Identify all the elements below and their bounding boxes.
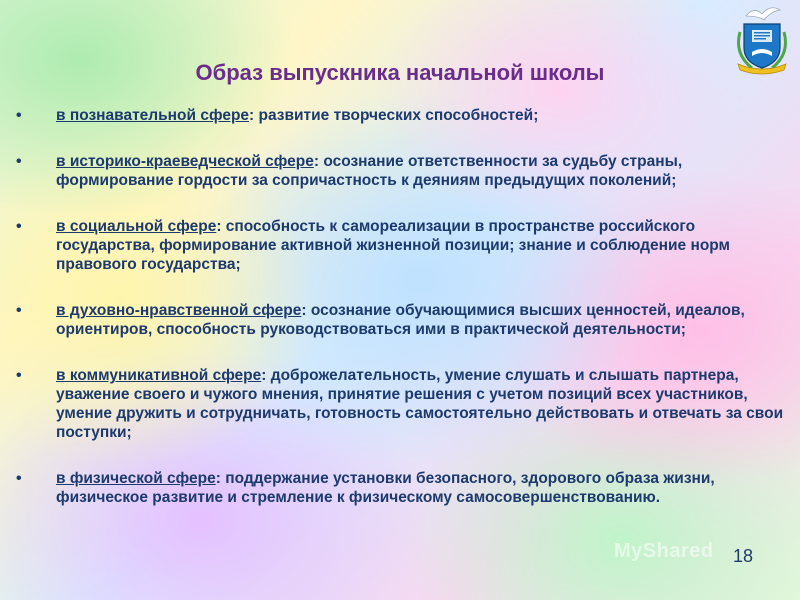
watermark: MyShared <box>614 540 714 562</box>
bullet-icon: • <box>16 218 22 235</box>
bullet-icon: • <box>16 153 22 170</box>
sphere-term: в познавательной сфере <box>56 107 250 124</box>
sphere-description: : доброжелательность, умение слушать и слышать партнера, уважение своего и чужого мнения, принятие решения с учетом позиций всех участников, умение дружить и сотрудничать, готовность самостоятельно действовать и отвечать за свои поступки; <box>56 367 784 441</box>
list-item <box>14 469 790 507</box>
sphere-description: : развитие творческих способностей; <box>249 107 539 124</box>
sphere-description: : осознание обучающимися высших ценностей, идеалов, ориентиров, способность руководствоваться ими в практической деятельности; <box>56 302 745 338</box>
page-number: 18 <box>733 546 754 566</box>
sphere-description: : способность к самореализации в пространстве российского государства, формирование активной жизненной позиции; знание и соблюдение норм правового государства; <box>56 218 731 273</box>
list-item <box>14 217 790 274</box>
bullet-list <box>14 106 790 534</box>
sphere-description: : осознание ответственности за судьбу страны, формирование гордости за сопричастность к деяниям предыдущих поколений; <box>56 153 683 189</box>
list-item <box>14 152 790 190</box>
school-emblem-icon <box>732 2 792 76</box>
sphere-term: в коммуникативной сфере <box>56 367 262 384</box>
list-item <box>14 301 790 339</box>
bullet-icon: • <box>16 107 22 124</box>
bullet-icon: • <box>16 302 22 319</box>
slide-title: Образ выпускника начальной школы <box>195 60 605 85</box>
sphere-term: в духовно-нравственной сфере <box>56 302 302 319</box>
list-item <box>14 106 790 125</box>
sphere-term: в физической сфере <box>56 470 216 487</box>
sphere-term: в историко-краеведческой сфере <box>56 153 314 170</box>
bullet-icon: • <box>16 367 22 384</box>
sphere-description: : поддержание установки безопасного, здорового образа жизни, физическое развитие и стремление к физическому самосовершенствованию. <box>56 470 715 506</box>
bullet-icon: • <box>16 470 22 487</box>
list-item <box>14 366 790 442</box>
sphere-term: в социальной сфере <box>56 218 217 235</box>
